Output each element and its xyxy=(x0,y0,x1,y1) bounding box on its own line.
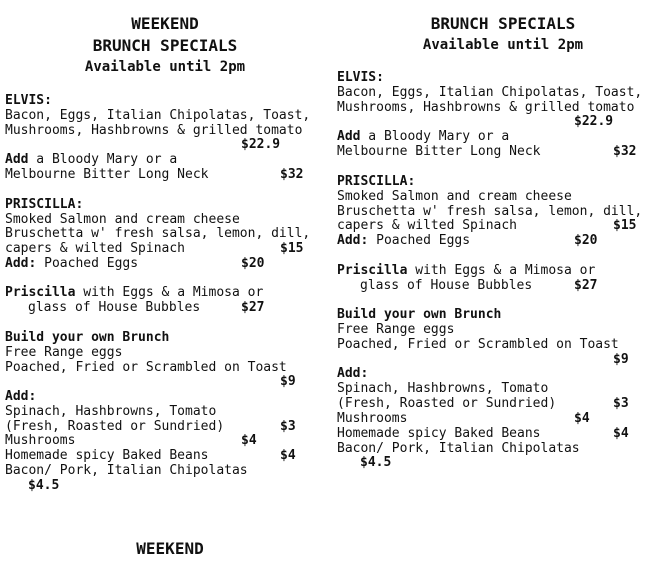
left-priscilla-price: $15 xyxy=(280,241,304,256)
right-elvis-line-1: Bacon, Eggs, Italian Chipolatas, Toast, xyxy=(337,85,643,100)
left-addon-line-2: Melbourne Bitter Long Neck xyxy=(5,167,209,182)
left-elvis-line-1: Bacon, Eggs, Italian Chipolatas, Toast, xyxy=(5,108,311,123)
left-addon-line-1 xyxy=(5,152,177,167)
right-build-item-4: Homemade spicy Baked Beans xyxy=(337,426,541,441)
right-priscilla-line-2: Bruschetta w' fresh salsa, lemon, dill, xyxy=(337,204,643,219)
right-build-heading: Build your own Brunch xyxy=(337,307,502,322)
right-mimosa-line-2: glass of House Bubbles xyxy=(360,278,533,293)
right-priscilla-line-1: Smoked Salmon and cream cheese xyxy=(337,189,572,204)
right-mimosa-line-1-rest: with Eggs & a Mimosa or xyxy=(407,263,596,278)
right-mimosa-price: $27 xyxy=(574,278,598,293)
left-addon-line-1-rest: a Bloody Mary or a xyxy=(28,152,178,167)
right-priscilla-heading: PRISCILLA: xyxy=(337,174,416,189)
right-build-item-3-price: $4 xyxy=(574,411,590,426)
left-build-add-heading: Add: xyxy=(5,389,37,404)
left-addon-add-word: Add xyxy=(5,152,29,167)
left-priscilla-add-line xyxy=(5,256,138,271)
left-elvis-price: $22.9 xyxy=(241,137,281,152)
left-priscilla-line-3: capers & wilted Spinach xyxy=(5,241,186,256)
left-build-item-5: Bacon/ Pork, Italian Chipolatas xyxy=(5,463,248,478)
right-priscilla-add-rest: Poached Eggs xyxy=(368,233,471,248)
right-addon-line-1 xyxy=(337,129,509,144)
left-priscilla-add-price: $20 xyxy=(241,256,265,271)
left-elvis-line-2: Mushrooms, Hashbrowns & grilled tomato xyxy=(5,123,303,138)
right-build-item-4-price: $4 xyxy=(613,426,629,441)
left-mimosa-line-2: glass of House Bubbles xyxy=(28,300,201,315)
left-priscilla-add-rest: Poached Eggs xyxy=(36,256,139,271)
left-title-weekend: WEEKEND xyxy=(131,14,199,33)
left-priscilla-add-label: Add: xyxy=(5,256,37,271)
right-priscilla-add-line xyxy=(337,233,470,248)
right-build-line-1: Free Range eggs xyxy=(337,322,455,337)
right-build-line-2: Poached, Fried or Scrambled on Toast xyxy=(337,337,619,352)
left-build-item-5-price: $4.5 xyxy=(28,478,60,493)
right-build-add-heading: Add: xyxy=(337,366,369,381)
right-elvis-heading: ELVIS: xyxy=(337,70,384,85)
right-addon-add-word: Add xyxy=(337,129,361,144)
left-priscilla-heading: PRISCILLA: xyxy=(5,197,84,212)
left-mimosa-name: Priscilla xyxy=(5,285,76,300)
right-elvis-price: $22.9 xyxy=(574,114,614,129)
left-build-item-2: (Fresh, Roasted or Sundried) xyxy=(5,419,225,434)
left-footer-title: WEEKEND xyxy=(136,539,204,558)
right-build-price: $9 xyxy=(613,352,629,367)
left-build-item-1: Spinach, Hashbrowns, Tomato xyxy=(5,404,217,419)
right-addon-price: $32 xyxy=(613,144,637,159)
right-menu-card xyxy=(333,0,650,573)
left-mimosa-price: $27 xyxy=(241,300,265,315)
right-priscilla-add-price: $20 xyxy=(574,233,598,248)
left-build-line-1: Free Range eggs xyxy=(5,345,123,360)
right-build-item-5: Bacon/ Pork, Italian Chipolatas xyxy=(337,441,580,456)
right-title-brunch-specials: BRUNCH SPECIALS xyxy=(430,14,576,33)
left-addon-price: $32 xyxy=(280,167,304,182)
right-elvis-line-2: Mushrooms, Hashbrowns & grilled tomato xyxy=(337,100,635,115)
right-priscilla-price: $15 xyxy=(613,218,637,233)
left-build-heading: Build your own Brunch xyxy=(5,330,170,345)
left-build-item-2-price: $3 xyxy=(280,419,296,434)
left-build-item-4-price: $4 xyxy=(280,448,296,463)
left-subtitle: Available until 2pm xyxy=(84,59,246,75)
left-build-price: $9 xyxy=(280,374,296,389)
right-mimosa-name: Priscilla xyxy=(337,263,408,278)
left-mimosa-line-1 xyxy=(5,285,263,300)
left-elvis-heading: ELVIS: xyxy=(5,93,52,108)
left-build-line-2: Poached, Fried or Scrambled on Toast xyxy=(5,360,287,375)
right-build-item-3: Mushrooms xyxy=(337,411,408,426)
right-addon-line-2: Melbourne Bitter Long Neck xyxy=(337,144,541,159)
right-subtitle: Available until 2pm xyxy=(422,37,584,53)
left-mimosa-line-1-rest: with Eggs & a Mimosa or xyxy=(75,285,264,300)
right-priscilla-line-3: capers & wilted Spinach xyxy=(337,218,518,233)
left-build-item-3-price: $4 xyxy=(241,433,257,448)
left-priscilla-line-2: Bruschetta w' fresh salsa, lemon, dill, xyxy=(5,226,311,241)
left-build-item-4: Homemade spicy Baked Beans xyxy=(5,448,209,463)
right-mimosa-line-1 xyxy=(337,263,595,278)
right-build-item-2: (Fresh, Roasted or Sundried) xyxy=(337,396,557,411)
right-build-item-2-price: $3 xyxy=(613,396,629,411)
left-build-item-3: Mushrooms xyxy=(5,433,76,448)
right-addon-line-1-rest: a Bloody Mary or a xyxy=(360,129,510,144)
right-build-item-1: Spinach, Hashbrowns, Tomato xyxy=(337,381,549,396)
right-build-item-5-price: $4.5 xyxy=(360,455,392,470)
left-title-brunch-specials: BRUNCH SPECIALS xyxy=(92,36,238,55)
right-priscilla-add-label: Add: xyxy=(337,233,369,248)
left-priscilla-line-1: Smoked Salmon and cream cheese xyxy=(5,212,240,227)
